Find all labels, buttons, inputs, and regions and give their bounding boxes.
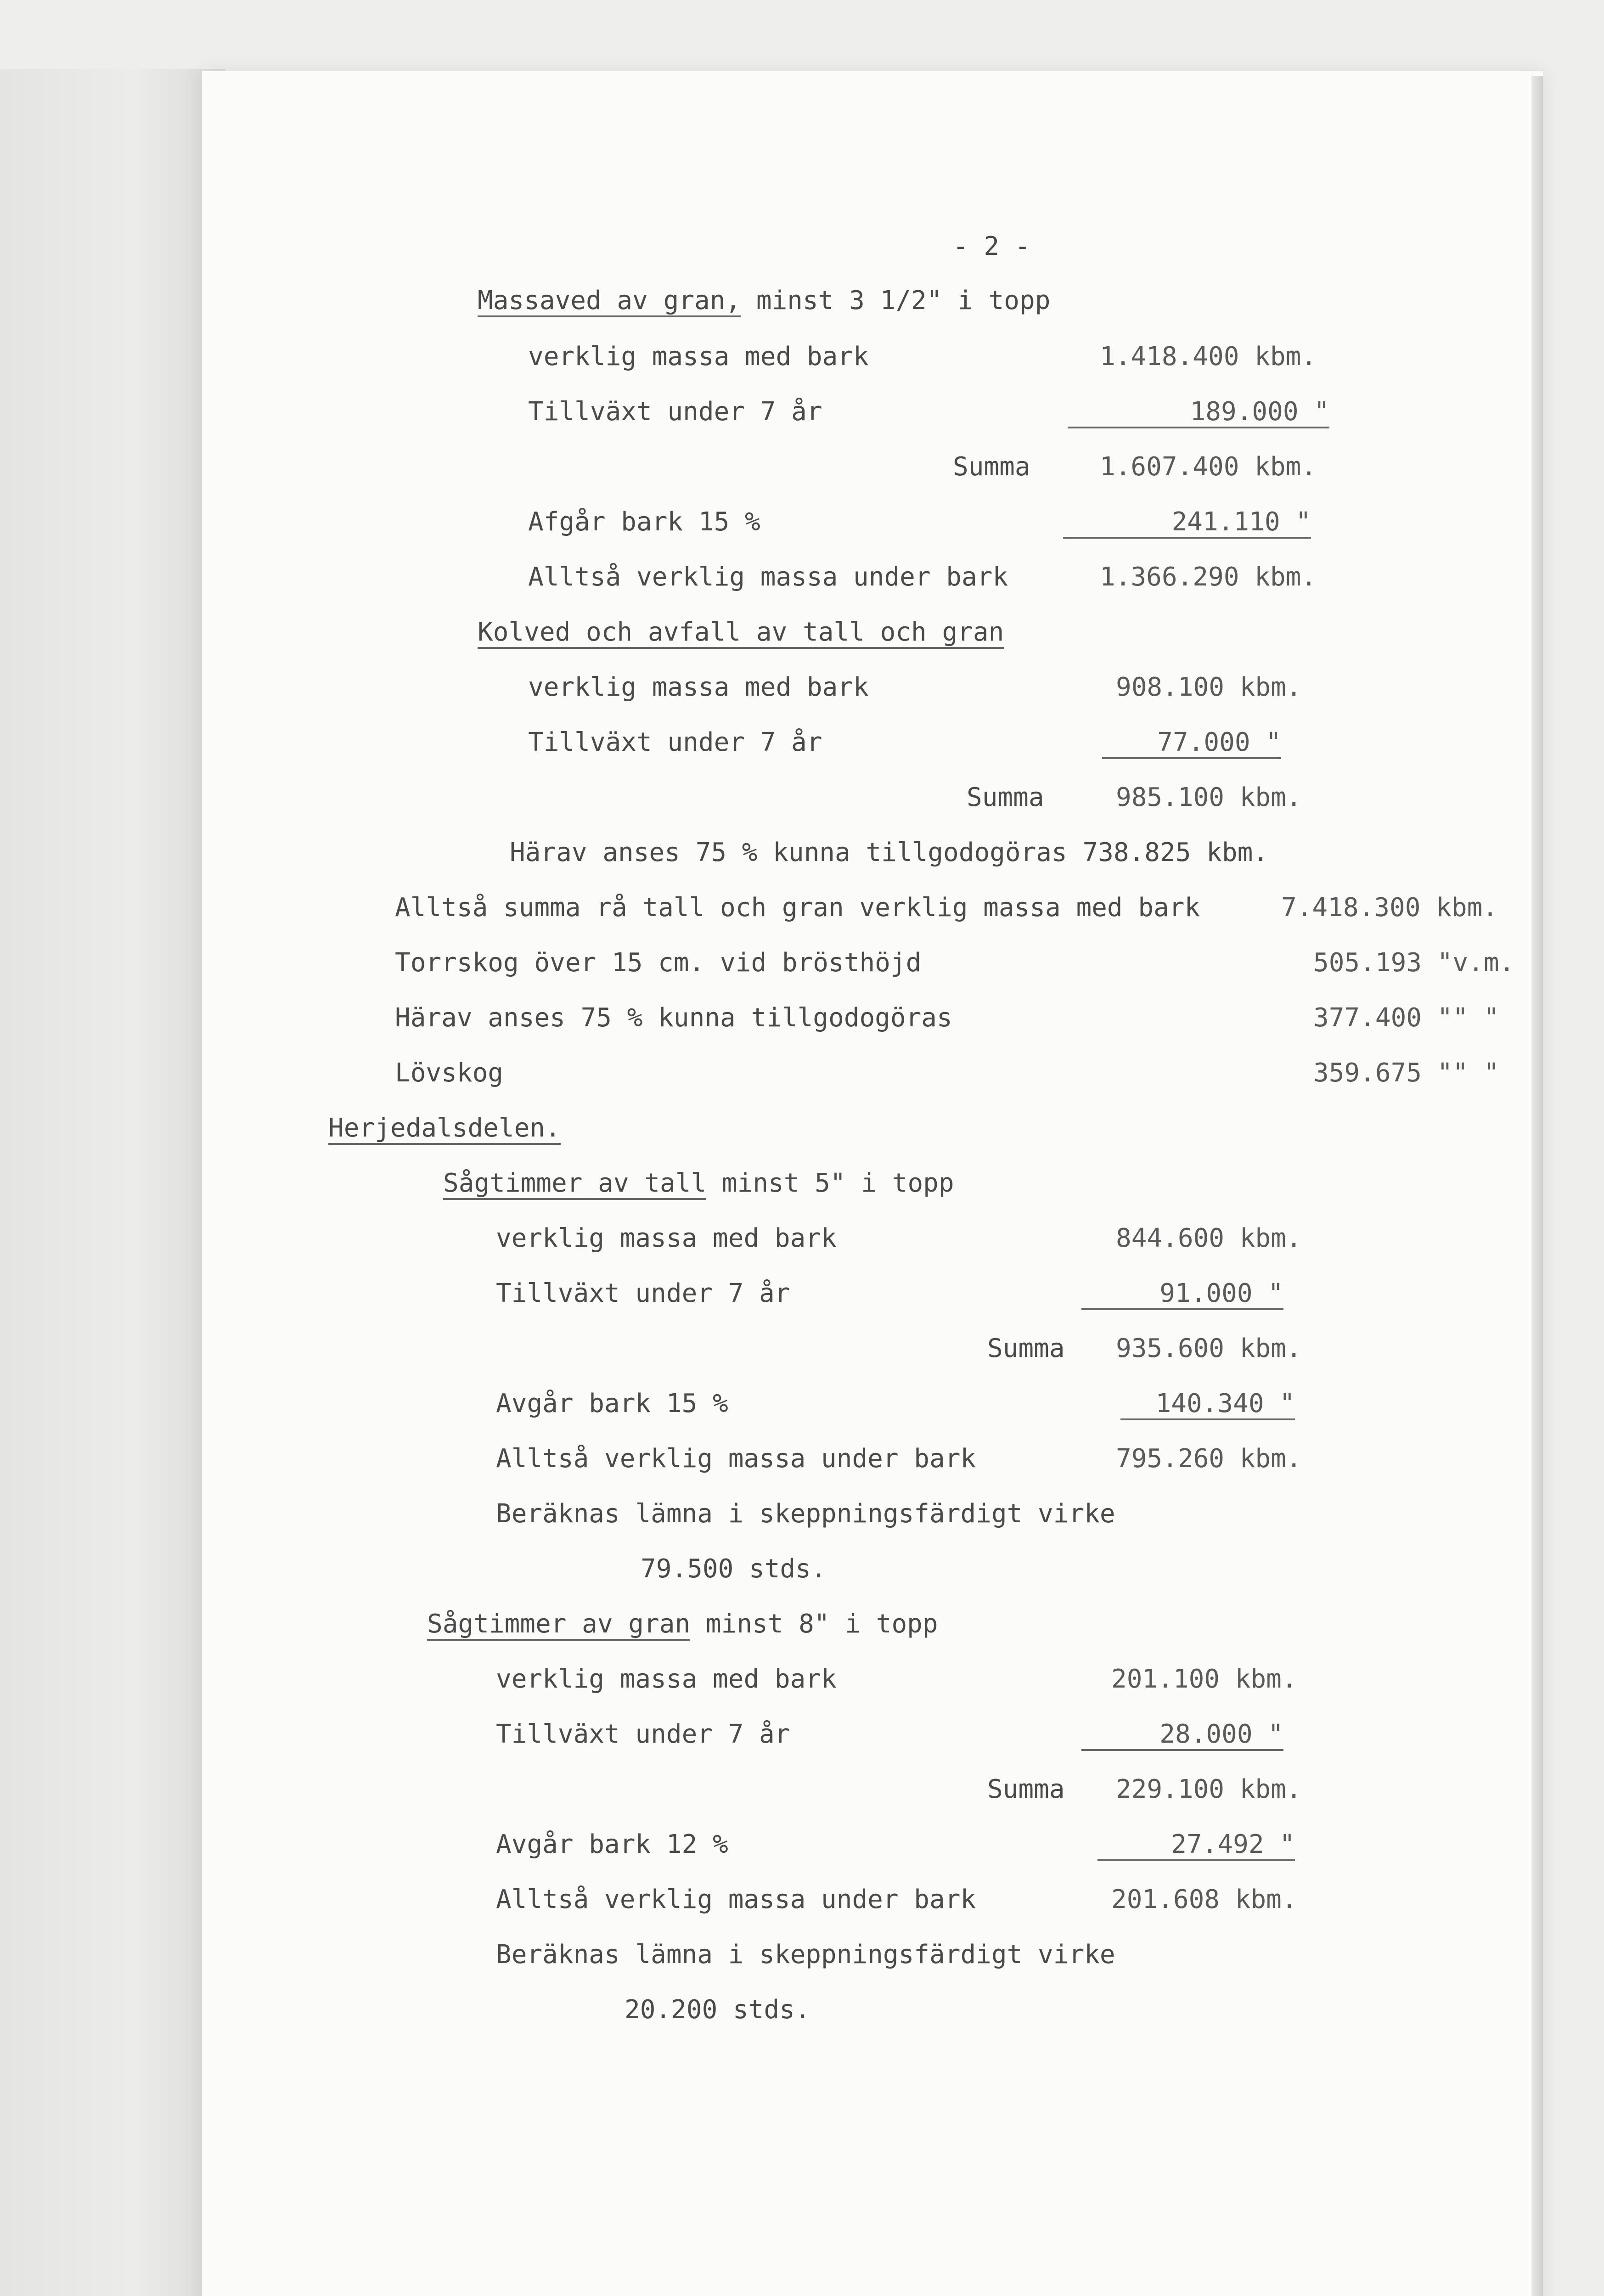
heading-underlined: Sågtimmer av tall [443,1168,706,1200]
line-value: 505.193 "v.m. [1313,948,1515,978]
line-label: verklig massa med bark [528,672,869,702]
line-label: Härav anses 75 % kunna tillgodogöras [395,1003,952,1033]
line-value-underlined: 77.000 " [1102,728,1281,759]
heading-rest: minst 5" i topp [706,1168,954,1198]
line-label: Torrskog över 15 cm. vid brösthöjd [395,948,922,978]
line-value-underlined: 27.492 " [1097,1830,1295,1861]
heading-rest: minst 3 1/2" i topp [741,286,1051,315]
line-value: 201.608 kbm. [1111,1885,1297,1914]
sum-label: Summa [987,1774,1065,1804]
line-value-underlined: 189.000 " [1068,397,1329,428]
line-label: Afgår bark 15 % [528,507,760,537]
line-value: 1.366.290 kbm. [1100,562,1317,592]
line-label: Lövskog [395,1058,504,1088]
line-value: 908.100 kbm. [1116,672,1302,702]
section-heading [478,618,1004,647]
line-label: Tillväxt under 7 år [528,727,822,757]
text-line: 20.200 stds. [625,1995,810,2025]
sum-label: Summa [987,1334,1065,1363]
heading-underlined: Sågtimmer av gran [427,1609,690,1641]
line-label: Tillväxt under 7 år [496,1719,790,1749]
line-value: 1.418.400 kbm. [1100,342,1317,371]
line-label: Alltså summa rå tall och gran verklig massa med bark [395,893,1200,923]
text-line: 79.500 stds. [641,1554,827,1584]
section-heading [478,286,1050,315]
line-label: Avgår bark 15 % [496,1389,728,1418]
section-heading [443,1169,954,1198]
line-label: Alltså verklig massa under bark [496,1444,976,1474]
heading-rest: minst 8" i topp [690,1609,938,1639]
line-label: Tillväxt under 7 år [528,397,822,427]
line-value: 377.400 "" " [1313,1003,1499,1033]
line-label: verklig massa med bark [528,342,869,371]
heading-underlined: Kolved och avfall av tall och gran [478,617,1004,649]
facing-page [0,69,225,2296]
line-label: Avgår bark 12 % [496,1829,728,1859]
page-edge [1531,76,1543,2296]
line-label: verklig massa med bark [496,1664,837,1694]
page-number: - 2 - [953,231,1030,261]
line-label: Tillväxt under 7 år [496,1278,790,1308]
line-value: 359.675 "" " [1313,1058,1499,1088]
text-line: Beräknas lämna i skeppningsfärdigt virke [496,1940,1115,1970]
line-value: 795.260 kbm. [1116,1444,1302,1474]
heading-underlined: Massaved av gran, [478,286,741,317]
sum-label: Summa [953,452,1030,482]
line-value-underlined: 91.000 " [1081,1279,1283,1310]
heading-underlined: Herjedalsdelen. [328,1113,561,1145]
section-heading [427,1609,938,1639]
line-value: 201.100 kbm. [1111,1664,1297,1694]
sum-value: 935.600 kbm. [1116,1334,1302,1363]
sum-value: 1.607.400 kbm. [1100,452,1317,482]
text-line: Härav anses 75 % kunna tillgodogöras 738.825 kbm. [510,838,1269,867]
sum-label: Summa [967,782,1044,812]
line-value-underlined: 140.340 " [1120,1389,1295,1420]
sum-value: 985.100 kbm. [1116,782,1302,812]
text-line: Beräknas lämna i skeppningsfärdigt virke [496,1499,1115,1529]
line-label: Alltså verklig massa under bark [528,562,1008,592]
line-label: Alltså verklig massa under bark [496,1885,976,1914]
line-label: verklig massa med bark [496,1223,837,1253]
section-heading [328,1114,561,1143]
sum-value: 229.100 kbm. [1116,1774,1302,1804]
line-value-underlined: 241.110 " [1063,507,1311,539]
line-value: 844.600 kbm. [1116,1223,1302,1253]
line-value: 7.418.300 kbm. [1281,893,1498,923]
line-value-underlined: 28.000 " [1081,1720,1283,1751]
